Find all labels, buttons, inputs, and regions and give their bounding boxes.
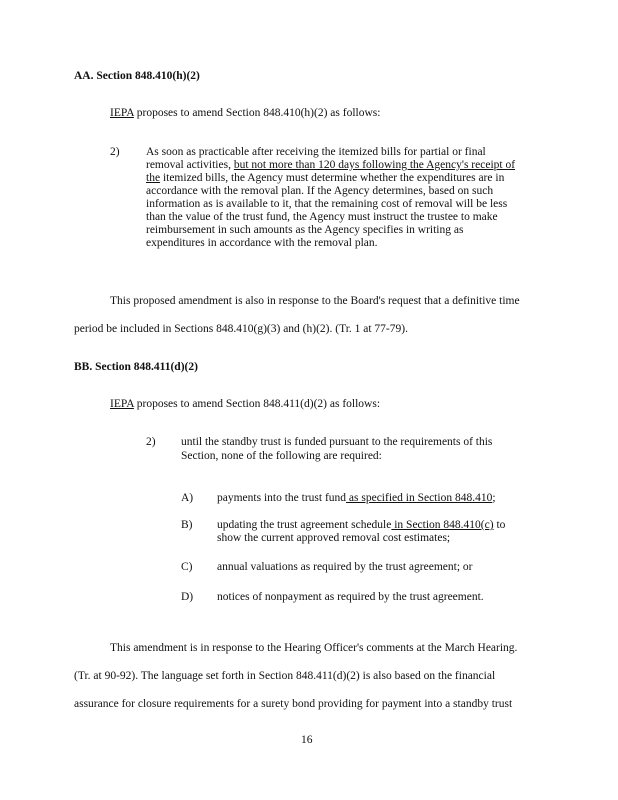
section-aa-intro-agency: IEPA <box>110 107 134 119</box>
section-aa-intro-text: proposes to amend Section 848.410(h)(2) as follows: <box>133 107 381 119</box>
section-aa-explanation-line-1: This proposed amendment is also in response to the Board's request that a definitive time <box>110 295 520 307</box>
section-aa-item-line: As soon as practicable after receiving the itemized bills for partial or final <box>146 146 486 158</box>
section-aa-item-line: reimbursement in such amounts as the Agency specifies in writing as <box>146 224 464 236</box>
section-bb-explanation-line-1: This amendment is in response to the Hearing Officer's comments at the March Hearing. <box>110 642 518 654</box>
section-aa-heading: AA. Section 848.410(h)(2) <box>74 70 200 82</box>
section-aa-item-line: removal activities, but not more than 120 days following the Agency's receipt of <box>146 159 516 171</box>
subitem-b-text-line-2: show the current approved removal cost estimates; <box>217 532 451 544</box>
section-aa-item-line: expenditures in accordance with the removal plan. <box>146 237 378 249</box>
section-aa-item-line: accordance with the removal plan. If the Agency determines, based on such <box>146 185 494 197</box>
section-bb-item-line-2: Section, none of the following are required: <box>181 450 382 462</box>
section-aa-item-number: 2) <box>110 146 120 158</box>
section-bb-item-line-1: until the standby trust is funded pursuant to the requirements of this <box>181 436 493 448</box>
subitem-b-text: updating the trust agreement schedule in Section 848.410(c) to <box>217 519 506 531</box>
subitem-a-text: payments into the trust fund as specified in Section 848.410; <box>217 492 496 504</box>
subitem-a-label: A) <box>181 492 194 504</box>
subitem-d-text: notices of nonpayment as required by the trust agreement. <box>217 591 484 603</box>
section-aa-explanation-line-2: period be included in Sections 848.410(g)(3) and (h)(2). (Tr. 1 at 77-79). <box>74 323 408 335</box>
subitem-b-label: B) <box>181 519 193 531</box>
subitem-c-label: C) <box>181 561 193 573</box>
section-bb-explanation-line-3: assurance for closure requirements for a surety bond providing for payment into a standby trust <box>74 698 513 710</box>
section-bb-explanation-line-2: (Tr. at 90-92). The language set forth in Section 848.411(d)(2) is also based on the financial <box>74 670 496 682</box>
subitem-c-text: annual valuations as required by the trust agreement; or <box>217 561 473 573</box>
section-bb-heading: BB. Section 848.411(d)(2) <box>74 361 198 373</box>
section-bb-intro <box>110 398 380 411</box>
section-aa-item-line: than the value of the trust fund, the Agency must instruct the trustee to make <box>146 211 498 223</box>
section-aa-item-text <box>146 146 515 250</box>
section-bb-intro-text: proposes to amend Section 848.411(d)(2) as follows: <box>133 398 381 410</box>
section-aa-intro <box>110 107 380 120</box>
section-bb-intro-agency: IEPA <box>110 398 134 410</box>
page-number: 16 <box>301 734 313 746</box>
section-aa-item-line: the itemized bills, the Agency must determine whether the expenditures are in <box>146 172 505 184</box>
section-aa-item-line: information as is available to it, that the remaining cost of removal will be less <box>146 198 508 210</box>
section-bb-item-number: 2) <box>146 436 156 448</box>
subitem-d-label: D) <box>181 591 194 603</box>
